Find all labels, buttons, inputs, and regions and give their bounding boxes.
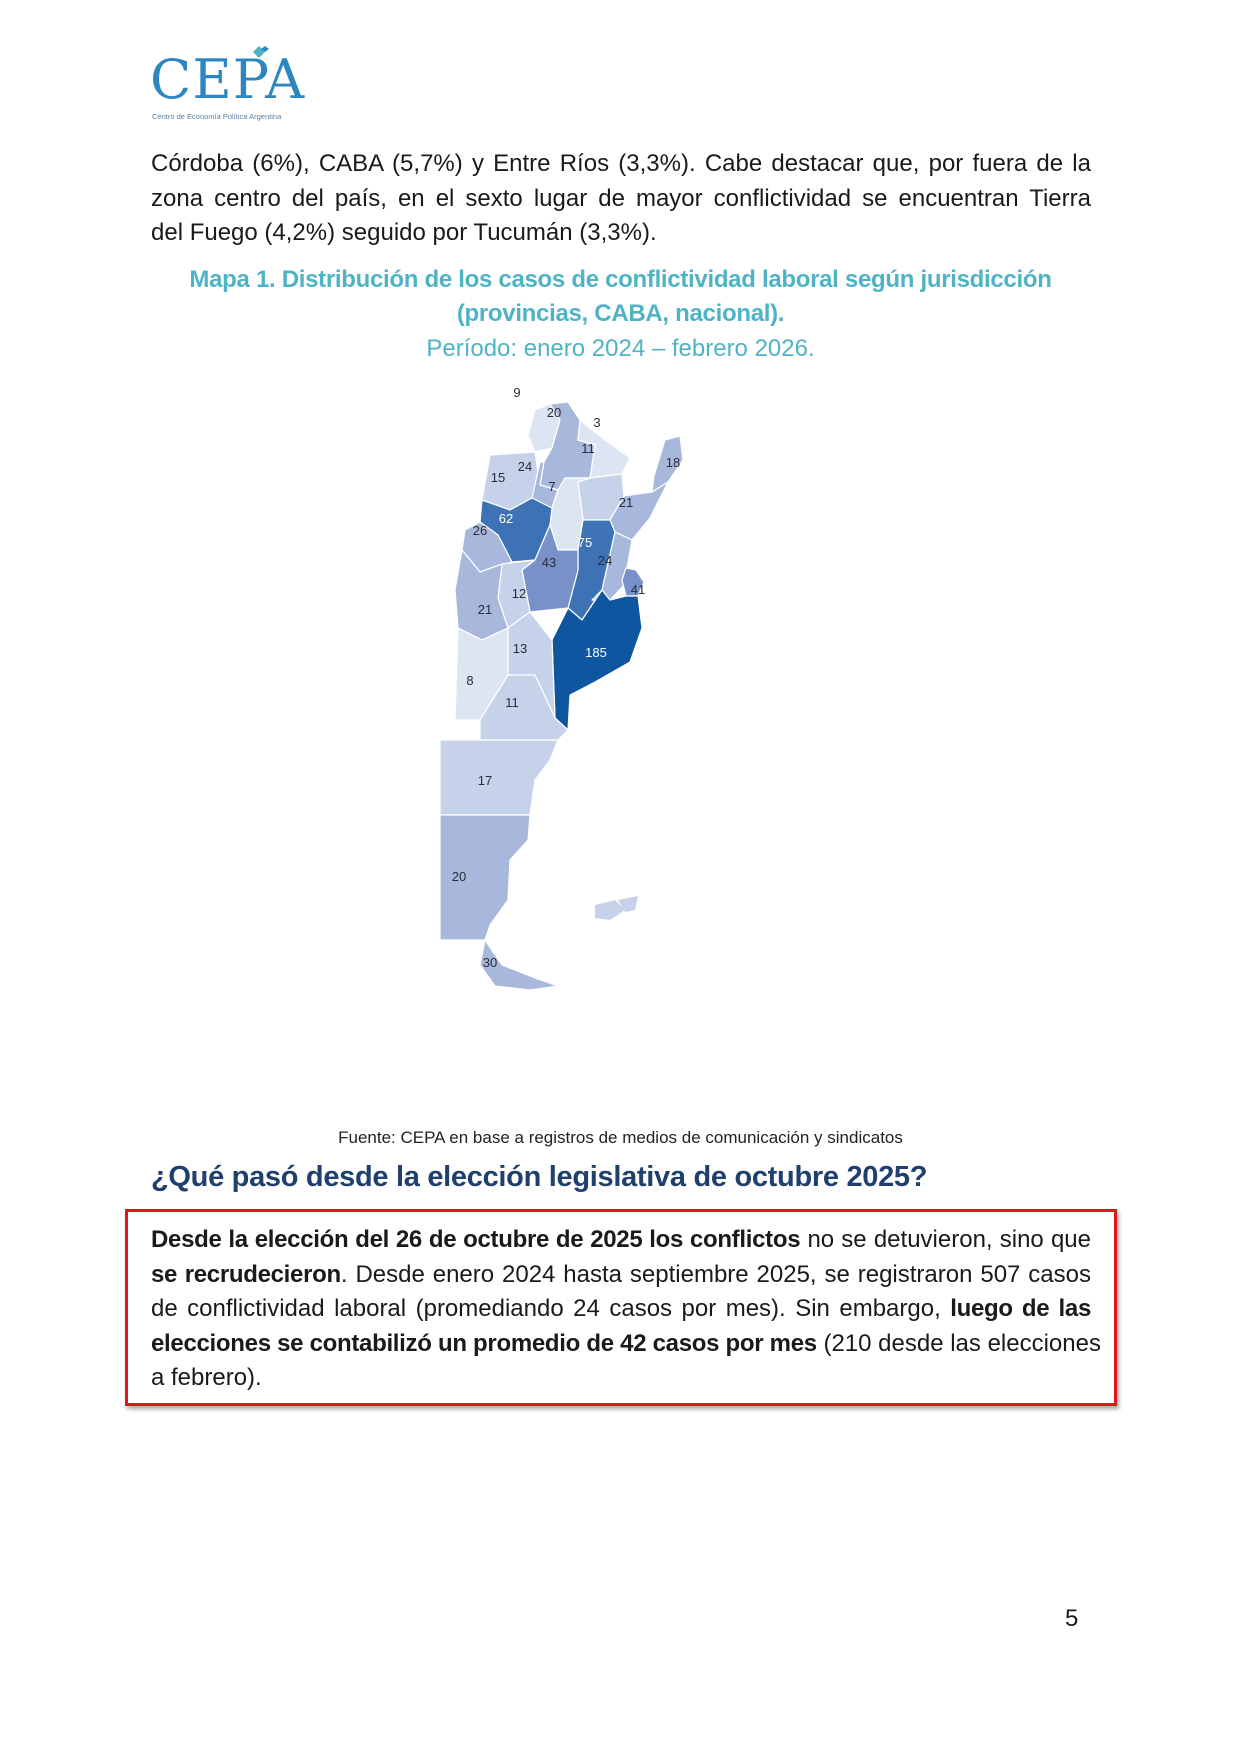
region-value-label: 13 [512, 641, 528, 656]
bold-text: elecciones se contabilizó un promedio de 42 casos por mes [151, 1329, 817, 1357]
region-value-label: 21 [477, 602, 493, 617]
cepa-logo [150, 46, 306, 126]
logo-text: CEPA [150, 48, 306, 111]
region-value-label: 185 [585, 645, 607, 660]
intro-line: zona centro del país, en el sexto lugar de mayor conflictividad se encuentran Tierra [151, 184, 1091, 212]
region-value-label: 20 [451, 869, 467, 884]
region-value-label: 8 [466, 673, 474, 688]
highlight-line [151, 1223, 1091, 1258]
region-value-label: 21 [618, 495, 634, 510]
bold-text: se recrudecieron [151, 1260, 341, 1288]
highlight-line [151, 1361, 1091, 1396]
region-value-label: 75 [577, 535, 593, 550]
text: a febrero). [151, 1364, 262, 1391]
malvinas-islands [595, 896, 638, 920]
region-value-label: 26 [472, 523, 488, 538]
region-chubut [440, 740, 558, 815]
text: . Desde enero 2024 hasta septiembre 2025, se registraron 507 casos [340, 1260, 1091, 1288]
region-buenosaires [552, 590, 642, 730]
argentina-choropleth-map [440, 385, 760, 1100]
intro-paragraph [151, 147, 1091, 251]
region-value-label: 43 [541, 555, 557, 570]
region-value-label: 15 [490, 470, 506, 485]
intro-line: Córdoba (6%), CABA (5,7%) y Entre Ríos (3,3%). Cabe destacar que, por fuera de la [151, 150, 1091, 177]
text: de conflictividad laboral (promediando 24 casos por mes). Sin embargo, [151, 1295, 951, 1322]
intro-line: del Fuego (4,2%) seguido por Tucumán (3,3%). [151, 219, 657, 246]
map-caption-period: Período: enero 2024 – febrero 2026. [426, 335, 815, 362]
logo-subtitle: Centro de Economía Política Argentina [152, 112, 282, 121]
bold-text: luego de las [950, 1295, 1091, 1322]
text: no se detuvieron, sino que [800, 1226, 1092, 1253]
region-value-label: 30 [482, 955, 498, 970]
region-value-label: 24 [517, 459, 533, 474]
region-value-label: 24 [597, 553, 613, 568]
region-value-label: 20 [546, 405, 562, 420]
map-caption-subtitle: (provincias, CABA, nacional). [456, 300, 785, 327]
region-value-label: 41 [630, 582, 646, 597]
page-number: 5 [1065, 1605, 1079, 1632]
region-value-label: 3 [593, 415, 601, 430]
region-value-label: 11 [581, 441, 595, 456]
section-heading: ¿Qué pasó desde la elección legislativa de octubre 2025? [151, 1161, 928, 1193]
map-caption-title: Mapa 1. Distribución de los casos de conflictividad laboral según jurisdicción [189, 266, 1052, 293]
region-value-label: 17 [477, 773, 493, 788]
region-value-label: 9 [513, 385, 521, 400]
region-value-label: 18 [665, 455, 681, 470]
map-source: Fuente: CEPA en base a registros de medios de comunicación y sindicatos [338, 1128, 903, 1147]
region-value-label: 12 [511, 586, 527, 601]
region-value-label: 62 [498, 511, 514, 526]
bold-text: Desde la elección del 26 de octubre de 2025 los conflictos [151, 1226, 801, 1253]
region-value-label: 11 [505, 695, 519, 710]
highlight-paragraph [151, 1223, 1101, 1396]
highlight-line [151, 1327, 1101, 1362]
highlight-line [151, 1258, 1091, 1293]
highlight-line [151, 1292, 1091, 1327]
text: (210 desde las elecciones [816, 1329, 1101, 1357]
region-value-label: 7 [548, 479, 556, 494]
